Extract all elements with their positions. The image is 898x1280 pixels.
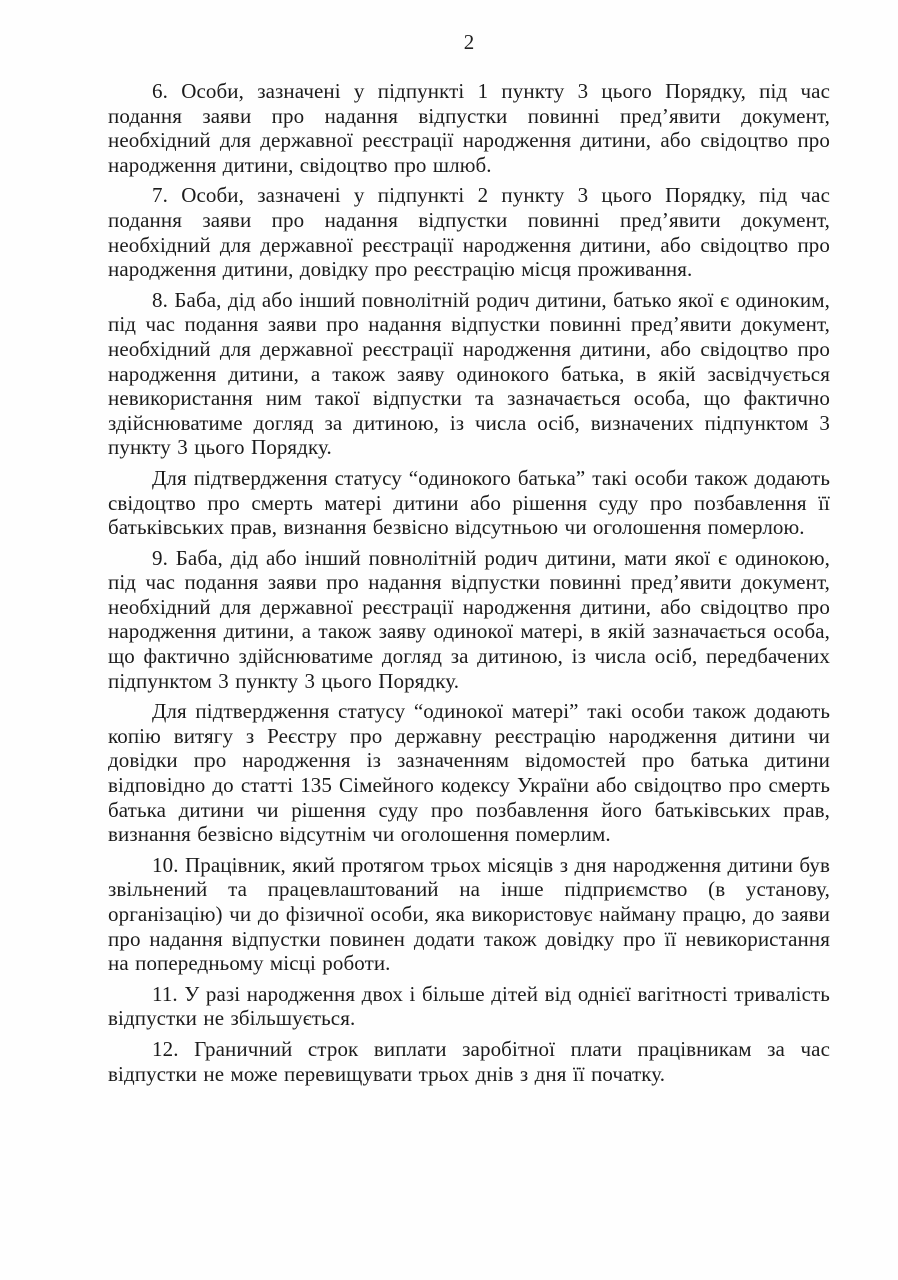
page-number: 2 [463,30,475,54]
paragraph: 12. Граничний строк виплати заробітної плати працівникам за час відпустки не може перевищувати трьох днів з дня її початку. [108,1036,830,1086]
paragraph: 10. Працівник, який протягом трьох місяців з дня народження дитини був звільнений та працевлаштований на інше підприємство (в установу, організацію) чи до фізичної особи, яка використовує найману працю, до заяви про надання відпустки повинен додати також довідку про її невикористання на попередньому місці роботи. [108,852,830,976]
paragraph: 11. У разі народження двох і більше дітей від однієї вагітності тривалість відпустки не збільшується. [108,981,830,1031]
paragraph: 8. Баба, дід або інший повнолітній родич дитини, батько якої є одиноким, під час подання заяви про надання відпустки повинні пред’явити документ, необхідний для державної реєстрації народження дитини, або свідоцтво про народження дитини, а також заяву одинокого батька, в якій засвідчується невикористання ним такої відпустки та зазначається особа, що фактично здійснюватиме догляд за дитиною, із числа осіб, визначених підпунктом 3 пункту 3 цього Порядку. [108,287,830,460]
paragraph: 9. Баба, дід або інший повнолітній родич дитини, мати якої є одинокою, під час подання заяви про надання відпустки повинні пред’явити документ, необхідний для державної реєстрації народження дитини, або свідоцтво про народження дитини, а також заяву одинокої матері, в якій зазначається особа, що фактично здійснюватиме догляд за дитиною, із числа осіб, передбачених підпунктом 3 пункту 3 цього Порядку. [108,545,830,693]
paragraph: 6. Особи, зазначені у підпункті 1 пункту 3 цього Порядку, під час подання заяви про надання відпустки повинні пред’явити документ, необхідний для державної реєстрації народження дитини, або свідоцтво про народження дитини, свідоцтво про шлюб. [108,79,830,177]
paragraph: 7. Особи, зазначені у підпункті 2 пункту 3 цього Порядку, під час подання заяви про надання відпустки повинні пред’явити документ, необхідний для державної реєстрації народження дитини, або свідоцтво про народження дитини, довідку про реєстрацію місця проживання. [108,183,830,282]
paragraph: Для підтвердження статусу “одинокого батька” такі особи також додають свідоцтво про смерть матері дитини або рішення суду про позбавлення її батьківських прав, визнання безвісно відсутньою чи оголошення померлою. [108,465,830,540]
paragraph: Для підтвердження статусу “одинокої матері” такі особи також додають копію витягу з Реєстру про державну реєстрацію народження дитини чи довідки про народження із зазначенням відомостей про батька дитини відповідно до статті 135 Сімейного кодексу України або свідоцтво про смерть батька дитини чи рішення суду про позбавлення його батьківських прав, визнання безвісно відсутнім чи оголошення померлим. [108,699,830,847]
document-body [108,79,830,1092]
